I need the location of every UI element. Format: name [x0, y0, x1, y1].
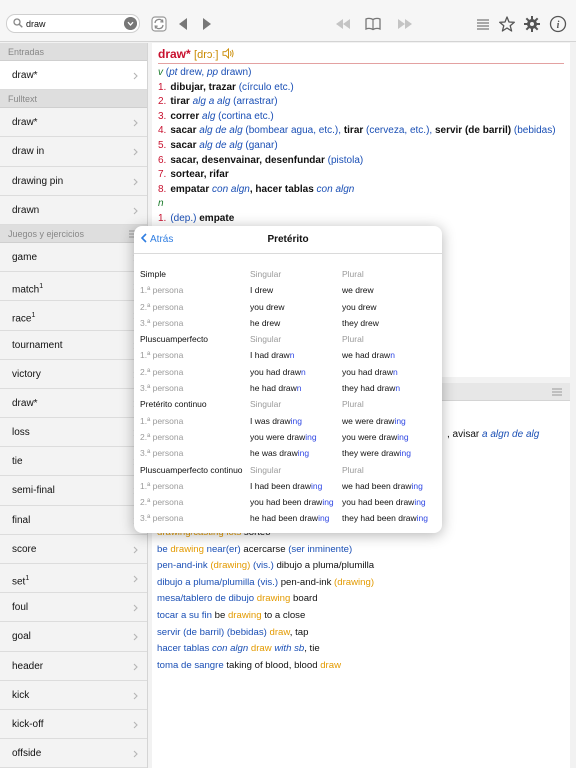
text-fragment: pen-and-ink: [278, 576, 335, 588]
sense: [158, 154, 564, 169]
chevron-right-icon: [133, 148, 138, 156]
form-stem: you were draw: [250, 431, 306, 442]
text-fragment: drawing: [227, 609, 262, 621]
conjugated-form: [250, 445, 309, 461]
text-fragment: near(er): [203, 543, 241, 555]
text-fragment: to a close: [261, 609, 306, 621]
list-item-label: semi-final: [12, 485, 55, 497]
form-stem: they had been draw: [342, 513, 417, 524]
conjugation-row: [134, 315, 442, 331]
example-line[interactable]: [157, 658, 564, 675]
tense-name: Pretérito continuo: [140, 399, 207, 410]
text-fragment: (círculo etc.): [235, 81, 294, 93]
list-item[interactable]: [0, 301, 147, 330]
section-title: Fulltext: [8, 94, 38, 105]
chevron-right-icon: [133, 750, 138, 758]
conjugated-form: [342, 494, 426, 510]
tense-header-row: [134, 266, 442, 282]
column-singular: Singular: [250, 269, 282, 279]
sense: [158, 95, 564, 110]
chevron-right-icon: [133, 663, 138, 671]
list-item[interactable]: [0, 167, 147, 196]
conjugated-form: [250, 429, 317, 445]
text-fragment: sortear, rifar: [170, 169, 229, 181]
conjugated-form: [250, 364, 306, 380]
sense-number: 1.: [158, 212, 167, 224]
conjugation-row: [134, 364, 442, 380]
homograph-number: 1: [39, 283, 44, 291]
sense: [158, 139, 564, 154]
conjugated-form: [342, 380, 400, 396]
svg-text:i: i: [556, 20, 560, 31]
noun-senses: [158, 212, 564, 227]
person-label: 1.ª persona: [140, 480, 184, 491]
list-item-label: kick-off: [12, 718, 44, 730]
pt-form: drew,: [180, 67, 205, 78]
person-label: 1.ª persona: [140, 415, 184, 426]
list-item[interactable]: [0, 535, 147, 564]
form-ending: n: [390, 350, 395, 361]
conjugated-form: [342, 282, 374, 298]
list-item-label: goal: [12, 631, 31, 643]
conjugation-row: [134, 494, 442, 510]
column-plural: Plural: [342, 464, 364, 475]
sense: [158, 183, 564, 198]
text-fragment: sacar: [170, 125, 200, 137]
person-label: 2.ª persona: [140, 431, 184, 442]
history-back-icon[interactable]: [334, 15, 352, 33]
person-label: 2.ª persona: [140, 497, 184, 508]
pp-label: pp: [206, 67, 219, 78]
person-label: 3.ª persona: [140, 448, 184, 459]
list-item-label: score: [12, 543, 37, 555]
conjugation-row: [134, 299, 442, 315]
text-fragment: board: [290, 593, 318, 605]
text-fragment: mesa/tablero de dibujo: [157, 593, 255, 605]
conjugated-form: [250, 299, 285, 315]
example-line[interactable]: [157, 575, 564, 592]
form-stem: you had been draw: [250, 497, 323, 508]
tense-name: Pluscuamperfecto: [140, 334, 209, 345]
conjugated-form: [250, 510, 329, 526]
text-fragment: alg de alg: [199, 125, 243, 137]
form-stem: you had draw: [250, 366, 302, 377]
text-fragment: alg: [202, 110, 216, 122]
chevron-right-icon: [133, 72, 138, 80]
text-fragment: (dep.): [170, 212, 200, 224]
example-line[interactable]: [157, 625, 564, 642]
text-fragment: (cortina etc.): [215, 110, 274, 122]
headword: draw*: [158, 47, 191, 61]
forward-arrow-icon[interactable]: [198, 15, 216, 33]
conjugation-popover: [134, 226, 442, 533]
chevron-right-icon: [133, 692, 138, 700]
tense-header-row: [134, 396, 442, 412]
text-fragment: (cerveza, etc.),: [363, 125, 435, 137]
person-label: 3.ª persona: [140, 317, 184, 328]
sense: [158, 168, 564, 183]
list-item-label: header: [12, 660, 44, 672]
list-item[interactable]: [0, 389, 147, 418]
list-item[interactable]: [0, 196, 147, 225]
text-fragment: toma de sangre: [157, 659, 224, 671]
text-fragment: be: [157, 543, 171, 555]
homograph-number: 1: [25, 575, 30, 582]
homograph-number: 1: [31, 312, 36, 320]
text-fragment: con algn: [212, 183, 250, 195]
conjugation-row: [134, 510, 442, 526]
list-item-label: drawn: [12, 204, 40, 216]
form-stem: they had draw: [342, 383, 396, 394]
text-fragment: (pistola): [324, 154, 364, 166]
list-item[interactable]: [0, 652, 147, 681]
pronunciation: [drɔː]: [194, 49, 219, 61]
menu-icon[interactable]: [552, 388, 562, 396]
text-fragment: sacar: [170, 139, 200, 151]
conjugated-form: [250, 282, 273, 298]
list-item[interactable]: [0, 506, 147, 535]
person-label: 3.ª persona: [140, 513, 184, 524]
info-icon[interactable]: [549, 15, 567, 33]
list-item[interactable]: [0, 564, 147, 593]
sense-number: 6.: [158, 154, 167, 166]
chevron-right-icon: [133, 575, 138, 583]
history-forward-icon[interactable]: [396, 15, 414, 33]
form-stem: I had draw: [250, 350, 290, 361]
conjugated-form: [342, 364, 398, 380]
search-input[interactable]: [26, 17, 122, 30]
chevron-right-icon: [133, 207, 138, 215]
list-item[interactable]: [0, 61, 147, 90]
text-fragment: (drawing): [210, 560, 251, 572]
conjugated-form: [250, 413, 302, 429]
examples-list: [157, 525, 564, 674]
conjugated-form: [342, 413, 406, 429]
text-fragment: (ganar): [242, 139, 278, 151]
sense-number: 8.: [158, 183, 167, 195]
list-item[interactable]: [0, 476, 147, 505]
text-fragment: dibujar, trazar: [170, 81, 236, 93]
form-ending: ing: [411, 480, 423, 491]
person-label: 3.ª persona: [140, 383, 184, 394]
conjugated-form: [342, 315, 379, 331]
text-fragment: , tap: [289, 626, 309, 638]
pos-noun-label: n: [158, 198, 164, 210]
list-item-label: kick: [12, 689, 30, 701]
sense-number: 1.: [158, 81, 167, 93]
text-fragment: alg de alg: [199, 139, 243, 151]
column-singular: Singular: [250, 399, 282, 410]
section-title: Entradas: [8, 47, 45, 57]
text-fragment: alg a alg: [192, 96, 231, 108]
conjugated-form: [342, 299, 377, 315]
form-ending: ing: [397, 431, 409, 442]
list-item[interactable]: [0, 622, 147, 651]
tense-name: Simple: [140, 269, 166, 279]
example-line[interactable]: [157, 542, 564, 559]
conjugated-form: [250, 347, 294, 363]
entry-headword-line: [158, 47, 564, 64]
list-item-label: draw*: [12, 117, 38, 129]
list-item-label: match: [12, 284, 40, 296]
text-fragment: hacer tablas: [157, 643, 212, 655]
conjugated-form: [342, 445, 411, 461]
text-fragment: , tie: [304, 643, 320, 655]
form-ending: ing: [416, 513, 429, 524]
text-fragment: with sb: [271, 643, 305, 655]
sense-number: 3.: [158, 110, 167, 122]
form-stem: we had been draw: [342, 480, 412, 491]
book-icon[interactable]: [364, 15, 382, 33]
list-item[interactable]: [0, 108, 147, 137]
search-icon: [13, 18, 23, 28]
list-item-label: draw*: [12, 70, 38, 81]
chevron-right-icon: [133, 721, 138, 729]
text-fragment: be: [211, 609, 228, 621]
form-ending: ing: [322, 497, 334, 508]
conjugated-form: [250, 494, 334, 510]
conjugated-form: [342, 347, 395, 363]
example-line[interactable]: [157, 641, 564, 658]
form-ending: ing: [310, 480, 323, 491]
form-ending: ing: [399, 448, 411, 459]
back-arrow-icon[interactable]: [174, 15, 192, 33]
text-fragment: servir (de barril): [434, 125, 512, 137]
list-item-label: draw in: [12, 146, 45, 158]
form-ending: ing: [414, 497, 426, 508]
list-item-label: tournament: [12, 339, 63, 351]
list-item-label: offside: [12, 748, 42, 760]
list-item[interactable]: [0, 331, 147, 360]
form-stem: we were draw: [342, 415, 395, 426]
conjugated-form: [342, 478, 423, 494]
conjugation-row: [134, 380, 442, 396]
form-stem: we drew: [342, 285, 374, 296]
text-fragment: draw: [269, 626, 290, 638]
form-ending: ing: [318, 513, 330, 524]
toolbar: [0, 0, 576, 42]
form-stem: he had draw: [250, 383, 297, 394]
text-fragment: (vis.): [250, 560, 274, 572]
list-item[interactable]: [0, 418, 147, 447]
tense-header-row: [134, 331, 442, 347]
list-item[interactable]: [0, 593, 147, 622]
list-item-label: race: [12, 313, 32, 325]
form-ending: n: [393, 366, 398, 377]
person-label: 1.ª persona: [140, 285, 184, 296]
list-item-label: victory: [12, 368, 41, 380]
text-fragment: con algn: [211, 643, 249, 655]
list-item[interactable]: [0, 272, 147, 301]
sense-number: 7.: [158, 169, 167, 181]
form-ending: n: [296, 383, 302, 394]
form-stem: they were draw: [342, 448, 400, 459]
list-item-label: foul: [12, 602, 29, 614]
text-fragment: pen-and-ink: [157, 560, 211, 572]
column-plural: Plural: [342, 399, 364, 410]
sense: [158, 212, 564, 227]
column-plural: Plural: [342, 269, 364, 279]
popover-header: [134, 226, 442, 254]
form-stem: you were draw: [342, 431, 398, 442]
chevron-right-icon: [133, 604, 138, 612]
form-stem: we had draw: [342, 350, 391, 361]
text-fragment: tocar a su fin: [157, 609, 212, 621]
form-ending: ing: [290, 415, 302, 426]
text-fragment: dibujo a pluma/plumilla: [273, 560, 375, 572]
back-label: Atrás: [150, 234, 174, 245]
text-fragment: acercarse: [240, 543, 289, 555]
pos-label: v: [158, 67, 163, 78]
text-fragment: (arrastrar): [230, 96, 278, 108]
conjugation-row: [134, 282, 442, 298]
list-item-label: set: [12, 576, 26, 588]
conjugation-row: [134, 445, 442, 461]
conjugation-row: [134, 413, 442, 429]
list-item-label: loss: [12, 427, 30, 439]
text-fragment: servir (de barril) (bebidas): [157, 626, 267, 638]
conjugated-form: [342, 429, 409, 445]
form-ending: n: [301, 366, 306, 377]
form-stem: I had been draw: [250, 480, 311, 491]
sense: [158, 110, 564, 125]
example-line[interactable]: [157, 591, 564, 608]
text-fragment: (ser inminente): [288, 543, 353, 555]
list-item-label: draw*: [12, 397, 38, 409]
sense-number: 5.: [158, 139, 167, 151]
text-fragment: draw: [250, 643, 272, 655]
pp-form: drawn): [220, 67, 252, 78]
text-fragment: (bebidas): [511, 125, 556, 137]
text-fragment: empatar: [170, 183, 213, 195]
form-stem: I was draw: [250, 415, 291, 426]
text-fragment: a algn de alg: [482, 429, 540, 440]
text-fragment: correr: [170, 110, 203, 122]
form-ending: ing: [394, 415, 406, 426]
verb-senses: [158, 81, 564, 198]
conjugated-form: [250, 478, 322, 494]
popover-title: Pretérito: [267, 234, 309, 245]
example-line[interactable]: [157, 558, 564, 575]
pos-line: v (pt drew, pp drawn): [158, 67, 252, 78]
example-line[interactable]: [157, 608, 564, 625]
text-fragment: drawing: [256, 593, 291, 605]
form-ending: ing: [297, 448, 310, 459]
list-icon[interactable]: [474, 15, 492, 33]
column-singular: Singular: [250, 464, 282, 475]
text-fragment: dibujo a pluma/plumilla (vis.): [157, 576, 279, 588]
form-stem: you had been draw: [342, 497, 415, 508]
list-item-label: game: [12, 251, 38, 263]
list-item-label: tie: [12, 456, 23, 468]
conjugation-row: [134, 429, 442, 445]
sync-icon[interactable]: [150, 15, 168, 33]
text-fragment: taking of blood, blood: [223, 659, 321, 671]
gear-icon[interactable]: [523, 15, 541, 33]
text-fragment: con algn: [316, 183, 355, 195]
chevron-right-icon: [133, 633, 138, 641]
section-header: [0, 90, 147, 108]
section-header: [0, 43, 147, 61]
column-plural: Plural: [342, 334, 364, 345]
section-title: Juegos y ejercicios: [8, 228, 85, 239]
chevron-right-icon: [133, 119, 138, 127]
form-stem: they drew: [342, 317, 379, 328]
form-stem: you drew: [250, 301, 285, 312]
list-item[interactable]: [0, 137, 147, 166]
text-fragment: drawing: [170, 543, 204, 555]
person-label: 2.ª persona: [140, 301, 184, 312]
form-stem: he was draw: [250, 448, 298, 459]
form-ending: n: [395, 383, 401, 394]
list-item-label: drawing pin: [12, 175, 64, 187]
list-item-label: final: [12, 514, 31, 526]
conjugated-form: [342, 510, 428, 526]
list-item[interactable]: [0, 360, 147, 389]
conjugation-row: [134, 478, 442, 494]
list-item[interactable]: [0, 739, 147, 768]
form-stem: you had draw: [342, 366, 394, 377]
conjugation-row: [134, 347, 442, 363]
chevron-right-icon: [133, 546, 138, 554]
tense-name: Pluscuamperfecto continuo: [140, 464, 243, 475]
sense: [158, 124, 564, 139]
conjugated-form: [250, 380, 302, 396]
tense-header-row: [134, 462, 442, 478]
form-stem: he drew: [250, 317, 281, 328]
person-label: 2.ª persona: [140, 366, 184, 377]
sense-number: 2.: [158, 96, 167, 108]
column-singular: Singular: [250, 334, 282, 345]
person-label: 1.ª persona: [140, 350, 184, 361]
star-icon[interactable]: [498, 15, 516, 33]
conjugation-table: [134, 266, 442, 527]
section-header: [0, 225, 147, 243]
sense-number: 4.: [158, 125, 167, 137]
list-item[interactable]: [0, 447, 147, 476]
form-stem: he had been draw: [250, 513, 319, 524]
text-fragment: (drawing): [334, 576, 375, 588]
text-fragment: (bombear agua, etc.),: [242, 125, 344, 137]
text-fragment: tirar: [343, 125, 364, 137]
form-ending: ing: [305, 431, 317, 442]
clear-icon[interactable]: [124, 17, 137, 30]
search-field[interactable]: [6, 14, 140, 33]
list-item[interactable]: [0, 681, 147, 710]
text-fragment: draw: [320, 659, 342, 671]
conjugated-form: [250, 315, 280, 331]
list-item[interactable]: [0, 243, 147, 272]
text-fragment: empate: [199, 212, 235, 224]
form-ending: n: [289, 350, 295, 361]
pt-label: pt: [169, 67, 178, 78]
text-fragment: tirar: [170, 96, 193, 108]
translation-fragment: [447, 429, 539, 440]
chevron-right-icon: [133, 178, 138, 186]
sense: [158, 81, 564, 96]
text-fragment: sacar, desenvainar, desenfundar: [170, 154, 325, 166]
form-stem: you drew: [342, 301, 377, 312]
text-fragment: , avisar: [447, 429, 483, 440]
speaker-icon[interactable]: [222, 48, 235, 59]
text-fragment: , hacer tablas: [249, 183, 317, 195]
sidebar: [0, 43, 148, 768]
list-item[interactable]: [0, 710, 147, 739]
form-stem: I drew: [250, 285, 274, 296]
